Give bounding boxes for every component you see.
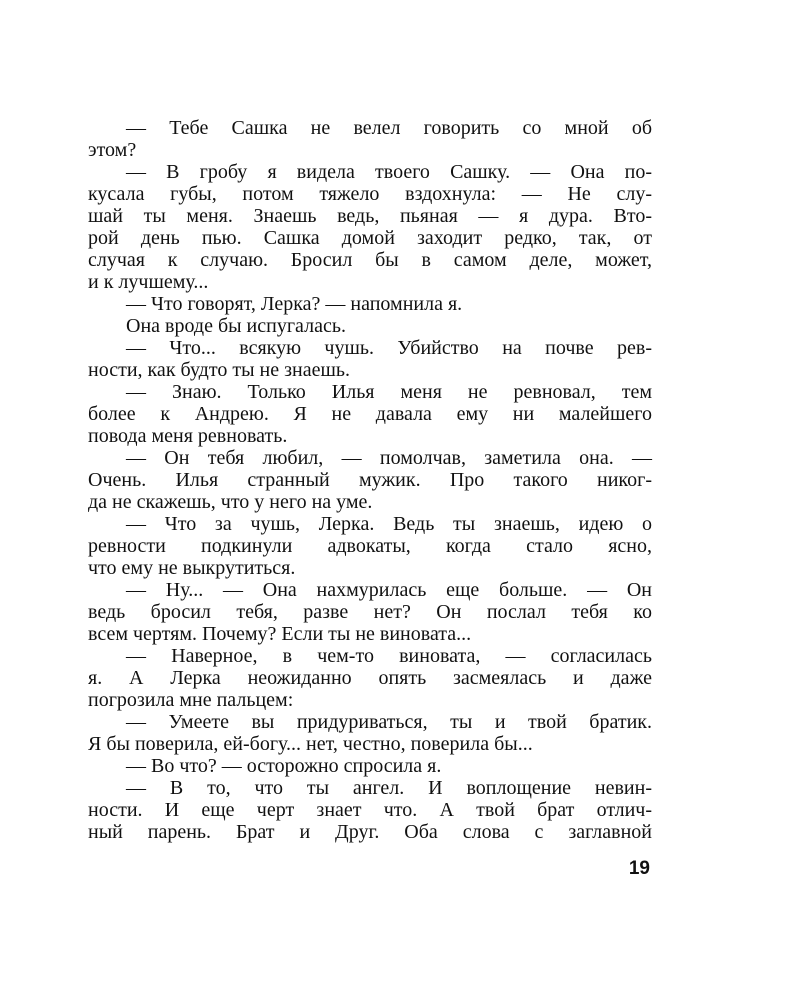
text-line: — Что за чушь, Лерка. Ведь ты знаешь, идею о (126, 513, 652, 535)
text-line: Я бы поверила, ей-богу... нет, честно, поверила бы... (88, 733, 533, 755)
body-text (88, 117, 652, 843)
text-line: — В то, что ты ангел. И воплощение невин- (126, 777, 652, 799)
text-line: — Умеете вы придуриваться, ты и твой братик. (126, 711, 652, 733)
text-line: погрозила мне пальцем: (88, 689, 294, 711)
text-line: шай ты меня. Знаешь ведь, пьяная — я дура. Вто- (88, 205, 652, 227)
text-line: — Он тебя любил, — помолчав, заметила она. — (126, 447, 652, 469)
text-line: — Тебе Сашка не велел говорить со мной об (126, 117, 652, 139)
text-line: — Наверное, в чем-то виновата, — согласилась (126, 645, 652, 667)
text-line: — Что говорят, Лерка? — напомнила я. (126, 293, 463, 315)
page-number: 19 (628, 858, 650, 879)
text-line: ный парень. Брат и Друг. Оба слова с заглавной (88, 821, 652, 843)
text-line: рой день пью. Сашка домой заходит редко, так, от (88, 227, 652, 249)
text-line: ревности подкинули адвокаты, когда стало ясно, (88, 535, 652, 557)
text-line: этом? (88, 139, 137, 161)
text-line: случая к случаю. Бросил бы в самом деле, может, (88, 249, 652, 271)
text-line: да не скажешь, что у него на уме. (88, 491, 373, 513)
text-line: Она вроде бы испугалась. (126, 315, 346, 337)
text-line: Очень. Илья странный мужик. Про такого никог- (88, 469, 652, 491)
text-line: всем чертям. Почему? Если ты не виновата... (88, 623, 472, 645)
text-line: я. А Лерка неожиданно опять засмеялась и даже (88, 667, 652, 689)
text-line: — Ну... — Она нахмурилась еще больше. — Он (126, 579, 652, 601)
text-line: — Что... всякую чушь. Убийство на почве рев- (126, 337, 652, 359)
text-line: — Знаю. Только Илья меня не ревновал, тем (126, 381, 652, 403)
text-line: кусала губы, потом тяжело вздохнула: — Не слу- (88, 183, 652, 205)
text-line: повода меня ревновать. (88, 425, 288, 447)
text-line: и к лучшему... (88, 271, 209, 293)
text-line: ности, как будто ты не знаешь. (88, 359, 350, 381)
text-line: — Во что? — осторожно спросила я. (126, 755, 442, 777)
text-line: более к Андрею. Я не давала ему ни малейшего (88, 403, 652, 425)
text-line: ведь бросил тебя, разве нет? Он послал тебя ко (88, 601, 652, 623)
text-line: что ему не выкрутиться. (88, 557, 296, 579)
text-line: — В гробу я видела твоего Сашку. — Она по- (126, 161, 652, 183)
text-line: ности. И еще черт знает что. А твой брат отлич- (88, 799, 652, 821)
